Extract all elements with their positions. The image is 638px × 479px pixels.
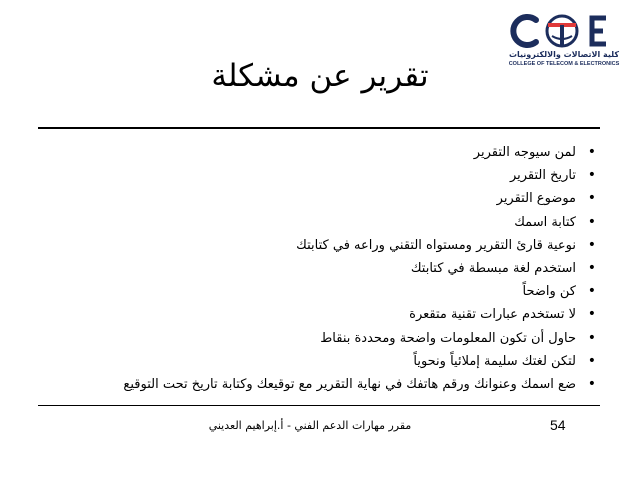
footer-course-text: مقرر مهارات الدعم الفني - أ.إبراهيم العديني xyxy=(208,419,412,432)
page-number: 54 xyxy=(550,417,566,433)
bullet-item: • موضوع التقرير xyxy=(38,187,598,210)
bullet-item: • حاول أن تكون المعلومات واضحة ومحددة بنقاط xyxy=(38,327,598,350)
bullet-list xyxy=(38,141,598,394)
logo-caption-arabic: كلية الاتصالات والالكترونيات xyxy=(508,50,620,59)
bullet-item: • لمن سيوجه التقرير xyxy=(38,141,598,164)
cte-logo-letters-icon xyxy=(506,12,622,50)
bullet-item: • لا تستخدم عبارات تقنية متقعرة xyxy=(38,303,598,326)
bullet-item: • لتكن لغتك سليمة إملائياً ونحوياً xyxy=(38,350,598,373)
bullet-item: • تاريخ التقرير xyxy=(38,164,598,187)
bullet-item: • ضع اسمك وعنوانك ورقم هاتفك في نهاية التقرير مع توقيعك وكتابة تاريخ تحت التوقيع xyxy=(38,375,598,394)
college-logo xyxy=(504,10,622,74)
bullet-item: • كتابة اسمك xyxy=(38,211,598,234)
slide-title: تقرير عن مشكلة xyxy=(211,58,429,94)
logo-caption-english: COLLEGE OF TELECOM & ELECTRONICS xyxy=(508,61,620,67)
bullet-item: • نوعية قارئ التقرير ومستواه التقني وراعه في كتابتك xyxy=(38,234,598,257)
bullet-item: • كن واضحاً xyxy=(38,280,598,303)
title-divider xyxy=(38,127,600,129)
bullet-item: • استخدم لغة مبسطة في كتابتك xyxy=(38,257,598,280)
footer-divider xyxy=(38,405,600,406)
